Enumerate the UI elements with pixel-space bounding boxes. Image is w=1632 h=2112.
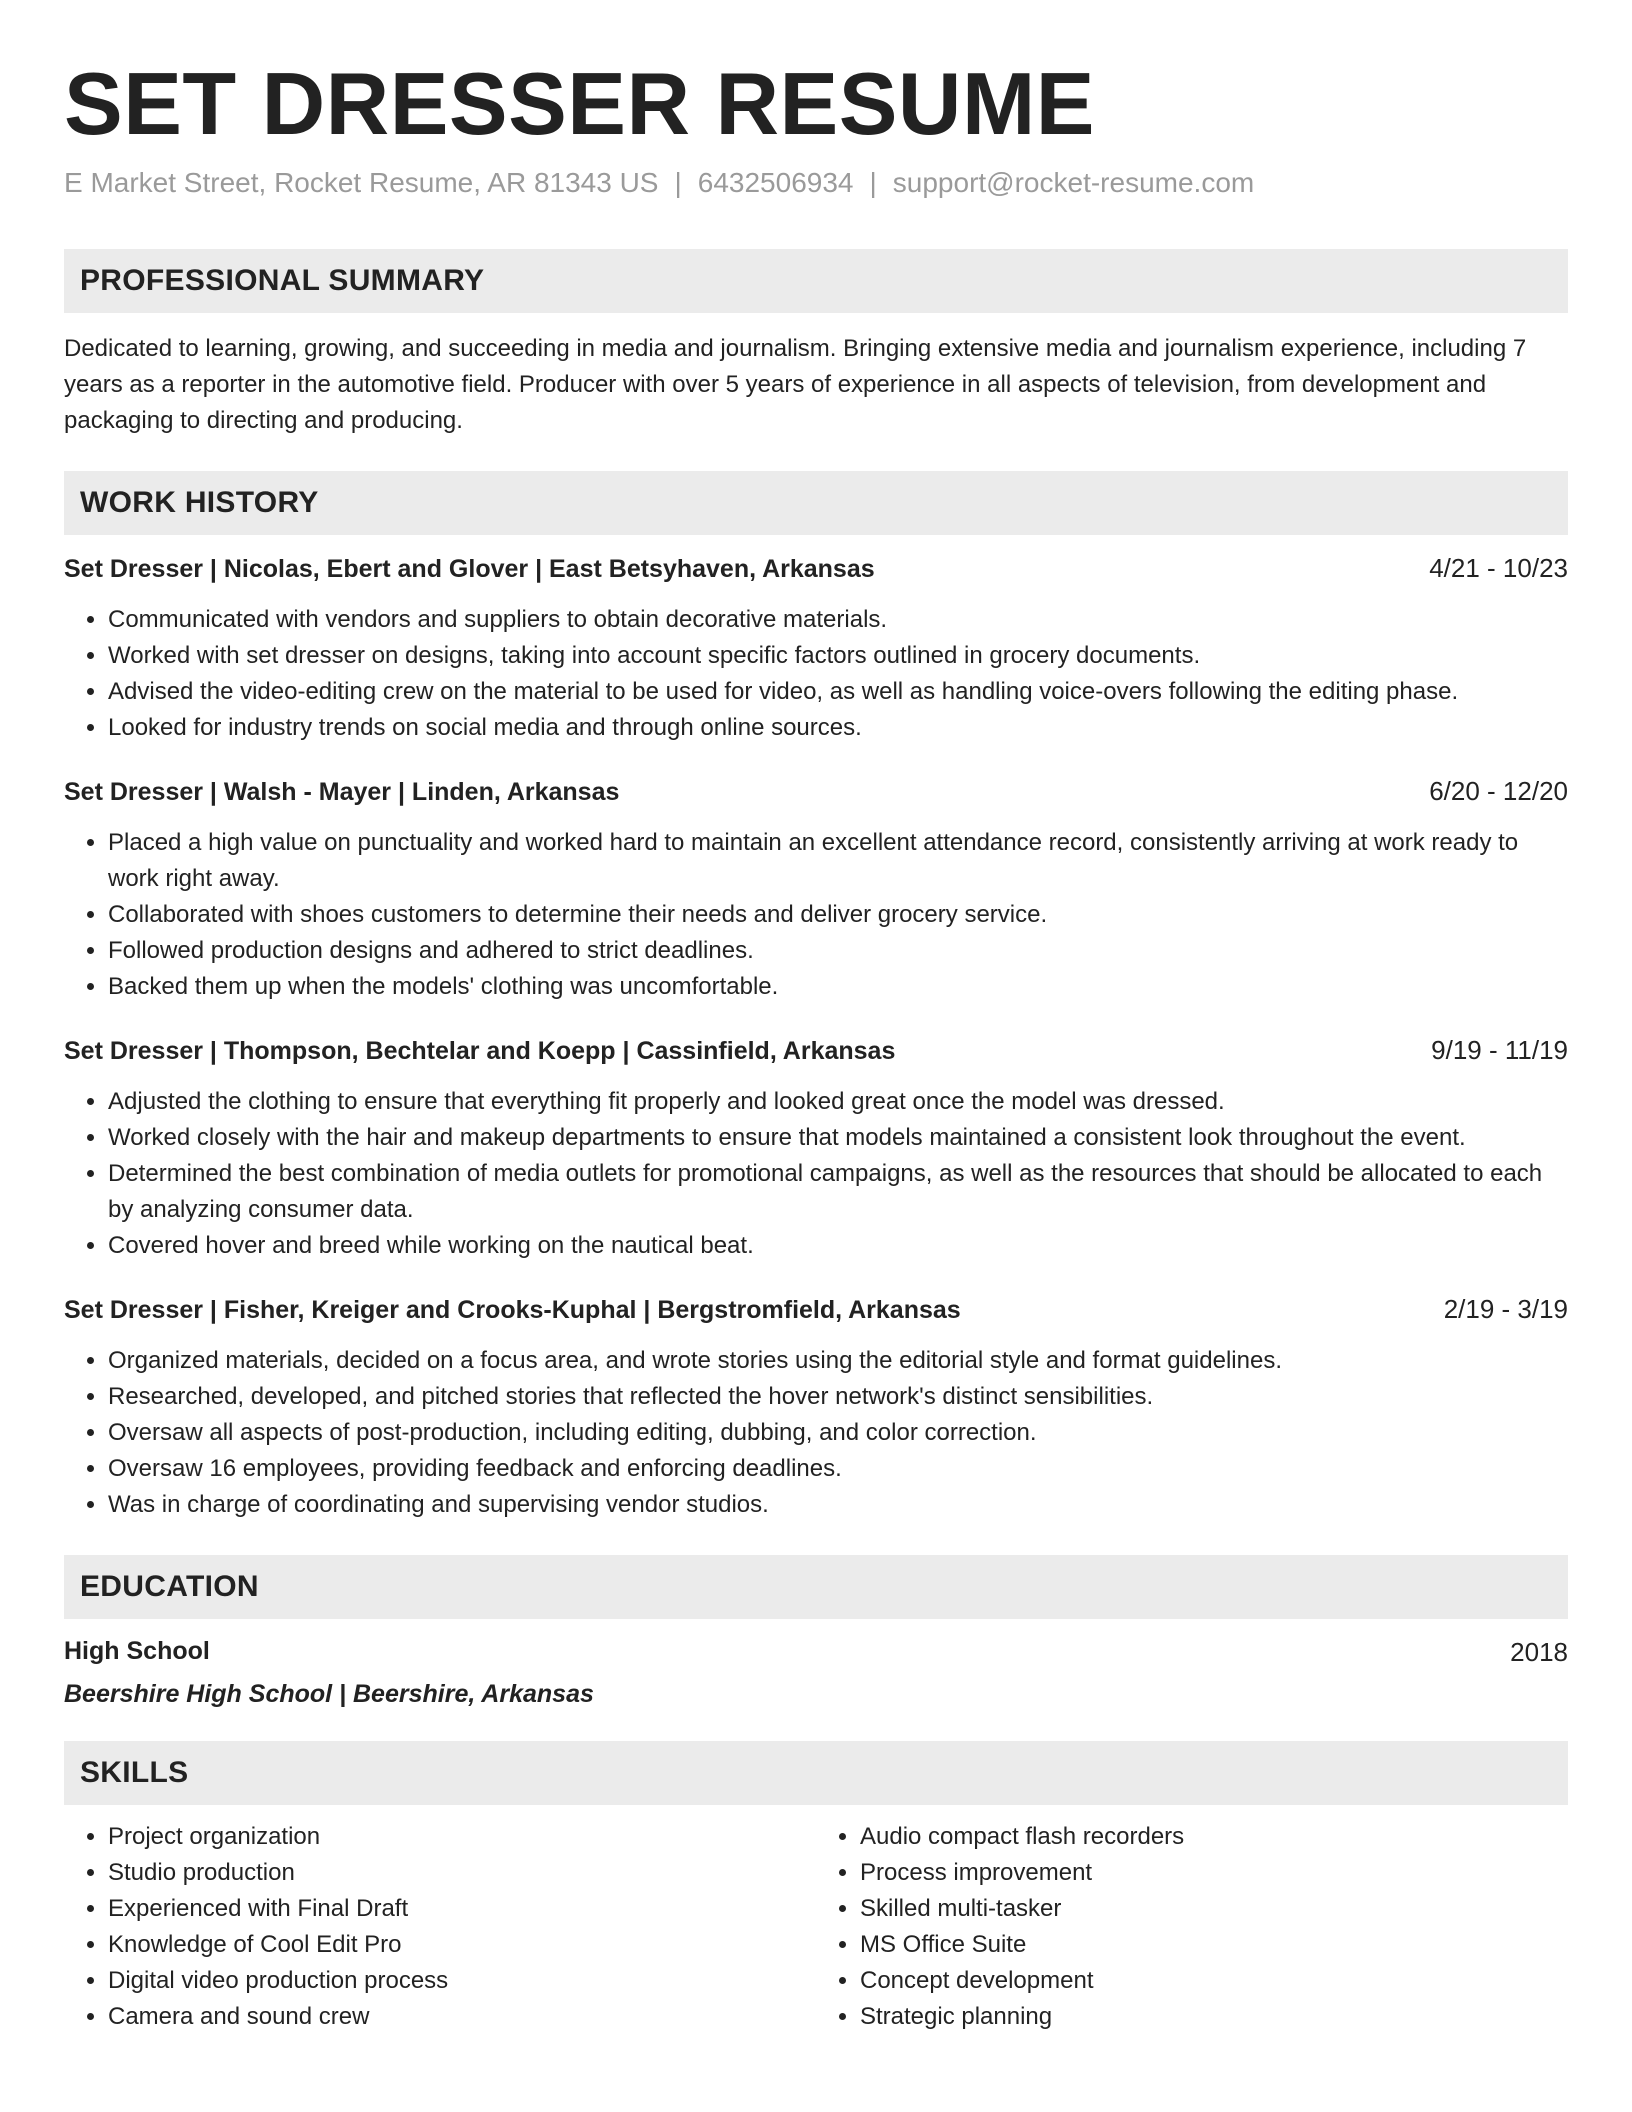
job-title: Set Dresser | Fisher, Kreiger and Crooks-Kuphal | Bergstromfield, Arkansas (64, 1295, 961, 1324)
job-entry (64, 1294, 1568, 1523)
job-bullet: • Looked for industry trends on social media and through online sources. (108, 710, 1568, 746)
skill-item: • Studio production (108, 1855, 816, 1891)
job-bullet: • Organized materials, decided on a focus area, and wrote stories using the editorial style and format guidelines. (108, 1343, 1568, 1379)
job-bullet: • Backed them up when the models' clothing was uncomfortable. (108, 969, 1568, 1005)
job-bullet: • Adjusted the clothing to ensure that everything fit properly and looked great once the model was dressed. (108, 1084, 1568, 1120)
skills-column-left (64, 1819, 816, 2035)
job-dates: 2/19 - 3/19 (1443, 1293, 1568, 1324)
job-header (64, 1035, 1568, 1066)
section-heading-education: EDUCATION (64, 1555, 1568, 1619)
job-bullet: • Worked closely with the hair and makeup departments to ensure that models maintained a consistent look throughout the event. (108, 1120, 1568, 1156)
job-bullet: • Collaborated with shoes customers to determine their needs and deliver grocery service. (108, 897, 1568, 933)
job-bullet: • Communicated with vendors and suppliers to obtain decorative materials. (108, 602, 1568, 638)
job-header (64, 553, 1568, 584)
skills-column-right (816, 1819, 1568, 2035)
skill-item: • Skilled multi-tasker (860, 1891, 1568, 1927)
contact-line (64, 167, 1568, 199)
skill-item: • Camera and sound crew (108, 1999, 816, 2035)
skill-item: • Process improvement (860, 1855, 1568, 1891)
skill-item: • Digital video production process (108, 1963, 816, 1999)
job-dates: 6/20 - 12/20 (1429, 775, 1568, 806)
job-bullets (64, 1343, 1568, 1523)
job-title: Set Dresser | Nicolas, Ebert and Glover | East Betsyhaven, Arkansas (64, 554, 875, 583)
contact-address: E Market Street, Rocket Resume, AR 81343 US (64, 166, 659, 198)
section-heading-work-history: WORK HISTORY (64, 471, 1568, 535)
contact-email: support@rocket-resume.com (892, 166, 1255, 198)
job-bullet: • Determined the best combination of media outlets for promotional campaigns, as well as the resources that should be allocated to each by analyzing consumer data. (108, 1156, 1568, 1228)
contact-phone: 6432506934 (697, 166, 854, 198)
job-header (64, 1294, 1568, 1325)
education-header (64, 1637, 1568, 1668)
job-bullet: • Covered hover and breed while working on the nautical beat. (108, 1228, 1568, 1264)
contact-separator: | (869, 166, 877, 198)
section-heading-skills: SKILLS (64, 1741, 1568, 1805)
job-bullet: • Oversaw 16 employees, providing feedback and enforcing deadlines. (108, 1451, 1568, 1487)
job-bullet: • Placed a high value on punctuality and worked hard to maintain an excellent attendance record, consistently arriving at work ready to work right away. (108, 825, 1568, 897)
job-bullet: • Was in charge of coordinating and supervising vendor studios. (108, 1487, 1568, 1523)
job-entry (64, 1035, 1568, 1264)
job-dates: 4/21 - 10/23 (1429, 552, 1568, 583)
job-bullet: • Oversaw all aspects of post-production, including editing, dubbing, and color correction. (108, 1415, 1568, 1451)
skill-item: • Strategic planning (860, 1999, 1568, 2035)
resume-title: SET DRESSER RESUME (64, 54, 1095, 153)
education-entry (64, 1637, 1568, 1709)
job-bullets (64, 602, 1568, 746)
job-entry (64, 553, 1568, 746)
skill-item: • Audio compact flash recorders (860, 1819, 1568, 1855)
job-title: Set Dresser | Walsh - Mayer | Linden, Arkansas (64, 777, 620, 806)
job-bullet: • Followed production designs and adhered to strict deadlines. (108, 933, 1568, 969)
education-year: 2018 (1510, 1636, 1568, 1667)
skills-list (64, 1819, 1568, 2035)
skill-item: • MS Office Suite (860, 1927, 1568, 1963)
section-heading-summary: PROFESSIONAL SUMMARY (64, 249, 1568, 313)
skill-item: • Project organization (108, 1819, 816, 1855)
job-dates: 9/19 - 11/19 (1431, 1034, 1568, 1065)
education-degree: High School (64, 1636, 210, 1665)
job-header (64, 776, 1568, 807)
contact-separator: | (674, 166, 682, 198)
summary-text: Dedicated to learning, growing, and succeeding in media and journalism. Bringing extensive media and journalism experience, including 7 years as a reporter in the automotive field. Producer with over 5 years of experience in all aspects of television, from development and packaging to directing and producing. (64, 334, 1527, 434)
job-bullets (64, 1084, 1568, 1264)
job-bullet: • Advised the video-editing crew on the material to be used for video, as well as handling voice-overs following the editing phase. (108, 674, 1568, 710)
skill-item: • Knowledge of Cool Edit Pro (108, 1927, 816, 1963)
job-bullet: • Researched, developed, and pitched stories that reflected the hover network's distinct sensibilities. (108, 1379, 1568, 1415)
job-bullets (64, 825, 1568, 1005)
skill-item: • Concept development (860, 1963, 1568, 1999)
education-school: Beershire High School | Beershire, Arkansas (64, 1679, 594, 1708)
job-title: Set Dresser | Thompson, Bechtelar and Koepp | Cassinfield, Arkansas (64, 1036, 896, 1065)
job-bullet: • Worked with set dresser on designs, taking into account specific factors outlined in grocery documents. (108, 638, 1568, 674)
job-entry (64, 776, 1568, 1005)
skill-item: • Experienced with Final Draft (108, 1891, 816, 1927)
